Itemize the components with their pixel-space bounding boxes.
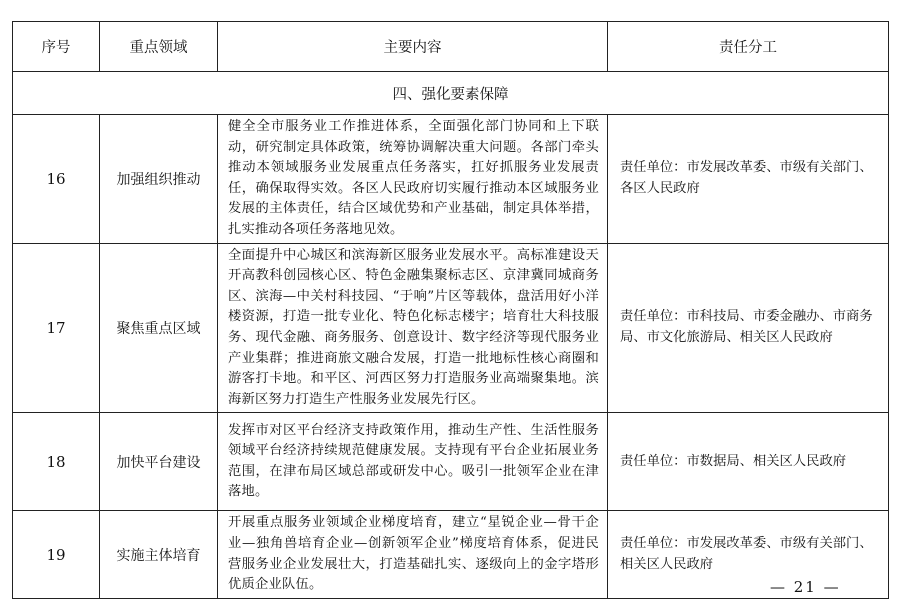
section-row [13,72,889,115]
header-cell-num: 序号 [13,22,100,72]
table-row [13,413,889,511]
responsibility-table [12,21,889,599]
row-content: 发挥市对区平台经济支持政策作用，推动生产性、生活性服务领域平台经济持续规范健康发展。支持现有平台企业拓展业务范围，在津布局区域总部或研发中心。吸引一批领军企业在津落地。 [218,413,608,511]
row-number: 18 [13,413,100,511]
row-number: 17 [13,243,100,413]
row-area: 实施主体培育 [100,511,218,598]
row-area: 加强组织推动 [100,115,218,244]
row-responsibility: 责任单位：市发展改革委、市级有关部门、相关区人民政府 [608,511,889,598]
row-responsibility: 责任单位：市数据局、相关区人民政府 [608,413,889,511]
row-area: 聚焦重点区域 [100,243,218,413]
row-content: 开展重点服务业领域企业梯度培育，建立“星锐企业—骨干企业—独角兽培育企业—创新领军企业”梯度培育体系，促进民营服务业企业发展壮大，打造基础扎实、逐级向上的金字塔形优质企业队伍。 [218,511,608,598]
header-row [13,22,889,72]
header-cell-content: 主要内容 [218,22,608,72]
row-responsibility: 责任单位：市科技局、市委金融办、市商务局、市文化旅游局、相关区人民政府 [608,243,889,413]
row-content: 健全全市服务业工作推进体系，全面强化部门协同和上下联动，研究制定具体政策，统筹协调解决重大问题。各部门牵头推动本领域服务业发展重点任务落实，扛好抓服务业发展责任，确保取得实效。各区人民政府切实履行推动本区域服务业发展的主体责任，结合区域优势和产业基础，制定具体举措，扎实推动各项任务落地见效。 [218,115,608,244]
row-number: 16 [13,115,100,244]
header-cell-responsibility: 责任分工 [608,22,889,72]
row-responsibility: 责任单位：市发展改革委、市级有关部门、各区人民政府 [608,115,889,244]
table-row [13,115,889,244]
row-number: 19 [13,511,100,598]
page-number: — 21 — [770,578,841,596]
section-title: 四、强化要素保障 [13,72,889,115]
header-cell-area: 重点领域 [100,22,218,72]
table-row [13,511,889,598]
row-content: 全面提升中心城区和滨海新区服务业发展水平。高标准建设天开高教科创园核心区、特色金融集聚标志区、京津冀同城商务区、滨海—中关村科技园、“于响”片区等载体，盘活用好小洋楼资源，打造一批专业化、特色化标志楼宇；培育壮大科技服务、现代金融、商务服务、创意设计、数字经济等现代服务业产业集群；推进商旅文融合发展，打造一批地标性核心商圈和游客打卡地。和平区、河西区努力打造服务业高端聚集地。滨海新区努力打造生产性服务业发展先行区。 [218,243,608,413]
row-area: 加快平台建设 [100,413,218,511]
table-row [13,243,889,413]
